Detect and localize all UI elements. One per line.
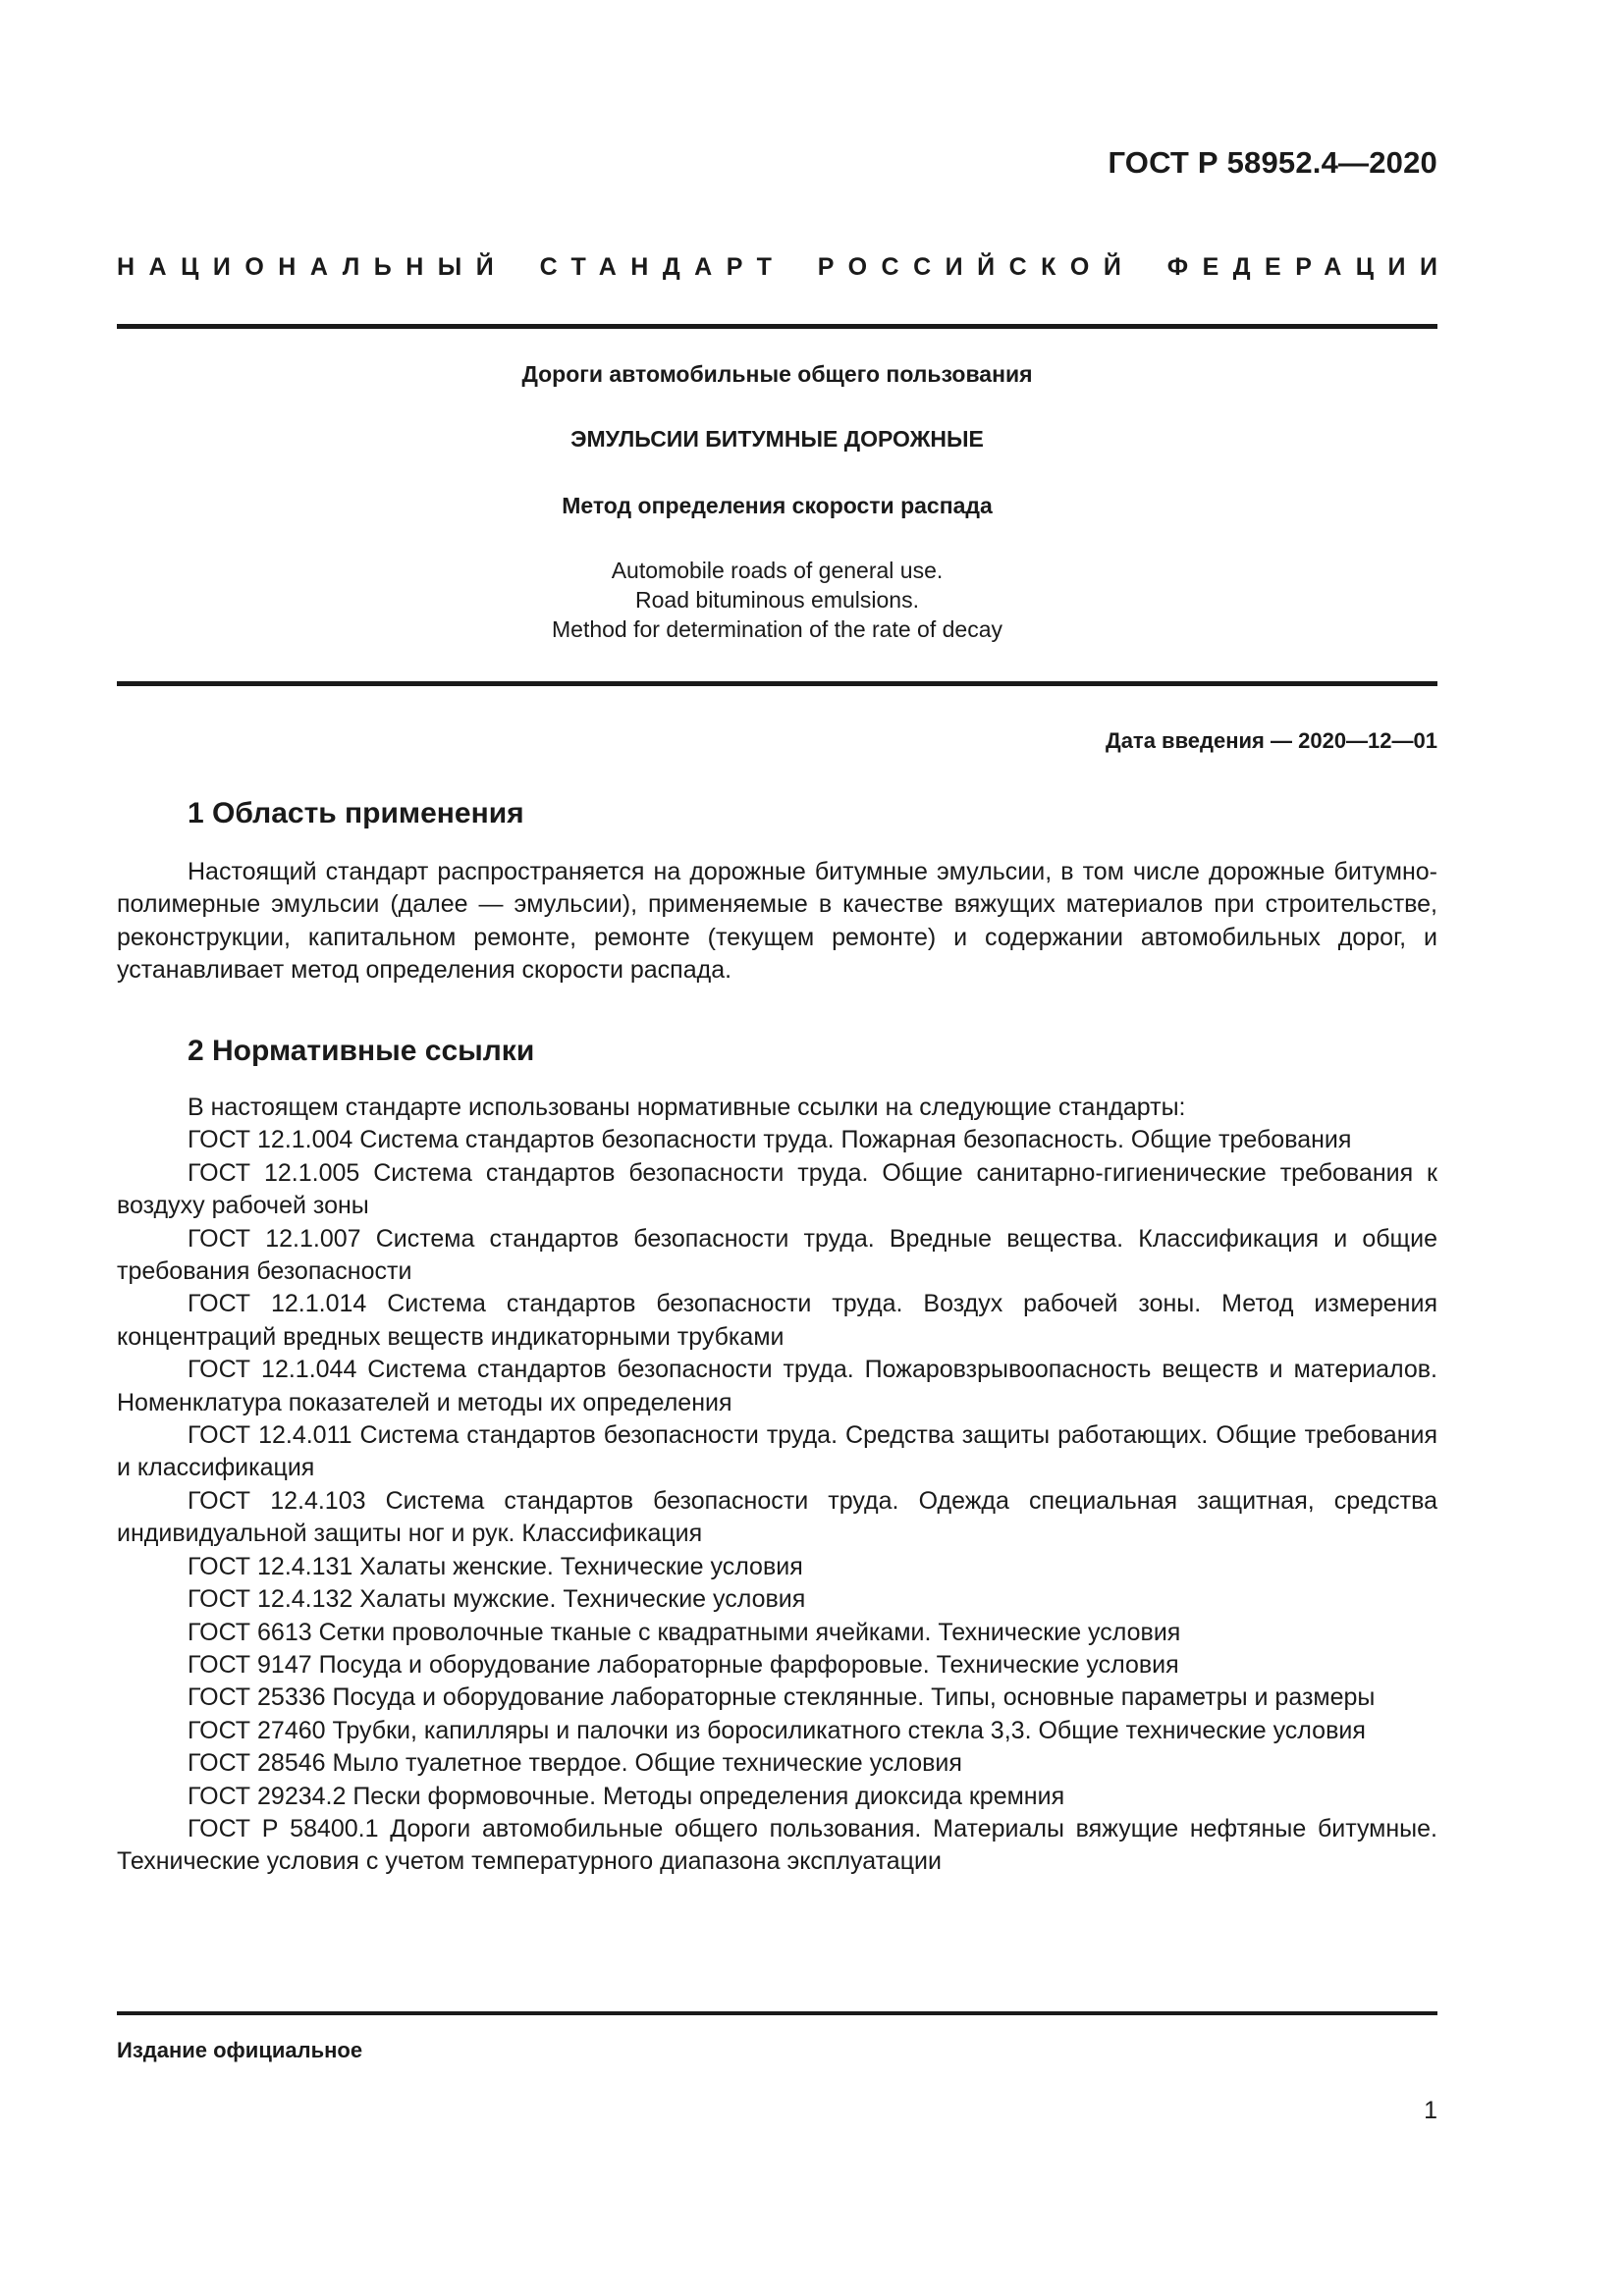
english-title xyxy=(117,556,1437,644)
reference-item: ГОСТ 25336 Посуда и оборудование лабораторные стеклянные. Типы, основные параметры и размеры xyxy=(188,1683,1376,1712)
national-title-word: СТАНДАРТ xyxy=(539,253,786,281)
reference-item: ГОСТ 29234.2 Пески формовочные. Методы определения диоксида кремния xyxy=(188,1782,1065,1810)
title-line-1: Дороги автомобильные общего пользования xyxy=(521,361,1033,387)
reference-item: ГОСТ 12.4.011 Система стандартов безопасности труда. Средства защиты работающих. Общие требования и классификация xyxy=(117,1421,1437,1482)
english-title-line: Method for determination of the rate of decay xyxy=(552,616,1002,642)
top-divider xyxy=(117,324,1437,329)
reference-item: ГОСТ 12.4.132 Халаты мужские. Технические условия xyxy=(188,1585,806,1614)
official-edition-label: Издание официальное xyxy=(117,2038,363,2062)
reference-item: ГОСТ 12.1.004 Система стандартов безопасности труда. Пожарная безопасность. Общие требования xyxy=(188,1126,1352,1154)
section-1-text: Настоящий стандарт распространяется на дорожные битумные эмульсии, в том числе дорожные битумно-полимерные эмульсии (далее — эмульсии), применяемые в качестве вяжущих материалов при строительстве, реконструкции, капитальном ремонте, ремонте (текущем ремонте) и содержании автомобильных дорог, и устанавливает метод определения скорости распада. xyxy=(117,858,1437,985)
references-intro: В настоящем стандарте использованы нормативные ссылки на следующие стандарты: xyxy=(188,1094,1186,1121)
reference-item: ГОСТ 9147 Посуда и оборудование лабораторные фарфоровые. Технические условия xyxy=(188,1650,1179,1679)
document-page xyxy=(117,0,1452,2296)
reference-item: ГОСТ 6613 Сетки проволочные тканые с квадратными ячейками. Технические условия xyxy=(188,1618,1181,1646)
reference-item: ГОСТ 12.1.005 Система стандартов безопасности труда. Общие санитарно-гигиенические требования к воздуху рабочей зоны xyxy=(117,1158,1437,1220)
reference-item: ГОСТ 27460 Трубки, капилляры и палочки из боросиликатного стекла 3,3. Общие технические условия xyxy=(188,1716,1366,1744)
national-title-word: НАЦИОНАЛЬНЫЙ xyxy=(117,253,509,281)
reference-item: ГОСТ 12.4.131 Халаты женские. Технические условия xyxy=(188,1552,803,1580)
reference-item: ГОСТ 12.1.014 Система стандартов безопасности труда. Воздух рабочей зоны. Метод измерения концентраций вредных веществ индикаторными трубками xyxy=(117,1290,1437,1351)
english-title-line: Road bituminous emulsions. xyxy=(635,587,919,613)
reference-item: ГОСТ 12.4.103 Система стандартов безопасности труда. Одежда специальная защитная, средства индивидуальной защиты ног и рук. Классификация xyxy=(117,1486,1437,1548)
title-line-2: ЭМУЛЬСИИ БИТУМНЫЕ ДОРОЖНЫЕ xyxy=(570,426,984,452)
footer-divider xyxy=(117,2011,1437,2015)
gost-code: ГОСТ Р 58952.4—2020 xyxy=(1108,145,1437,180)
national-standard-title xyxy=(117,253,1452,282)
section-1-heading: 1 Область применения xyxy=(188,797,524,829)
reference-item: ГОСТ Р 58400.1 Дороги автомобильные общего пользования. Материалы вяжущие нефтяные битумные. Технические условия с учетом температурного диапазона эксплуатации xyxy=(117,1814,1437,1876)
english-title-line: Automobile roads of general use. xyxy=(611,558,944,583)
reference-item: ГОСТ 12.1.007 Система стандартов безопасности труда. Вредные вещества. Классификация и общие требования безопасности xyxy=(117,1224,1437,1286)
page-number: 1 xyxy=(1424,2097,1437,2124)
title-line-3: Метод определения скорости распада xyxy=(562,493,993,518)
reference-item: ГОСТ 28546 Мыло туалетное твердое. Общие технические условия xyxy=(188,1749,962,1778)
introduction-date: Дата введения — 2020—12—01 xyxy=(1106,728,1437,753)
title-divider xyxy=(117,681,1437,686)
reference-item: ГОСТ 12.1.044 Система стандартов безопасности труда. Пожаровзрывоопасность веществ и материалов. Номенклатура показателей и методы их определения xyxy=(117,1356,1437,1416)
normative-references xyxy=(117,1092,1437,1879)
section-2-heading: 2 Нормативные ссылки xyxy=(188,1035,535,1067)
national-title-word: РОССИЙСКОЙ xyxy=(817,253,1136,281)
national-title-word: ФЕДЕРАЦИИ xyxy=(1166,253,1452,281)
